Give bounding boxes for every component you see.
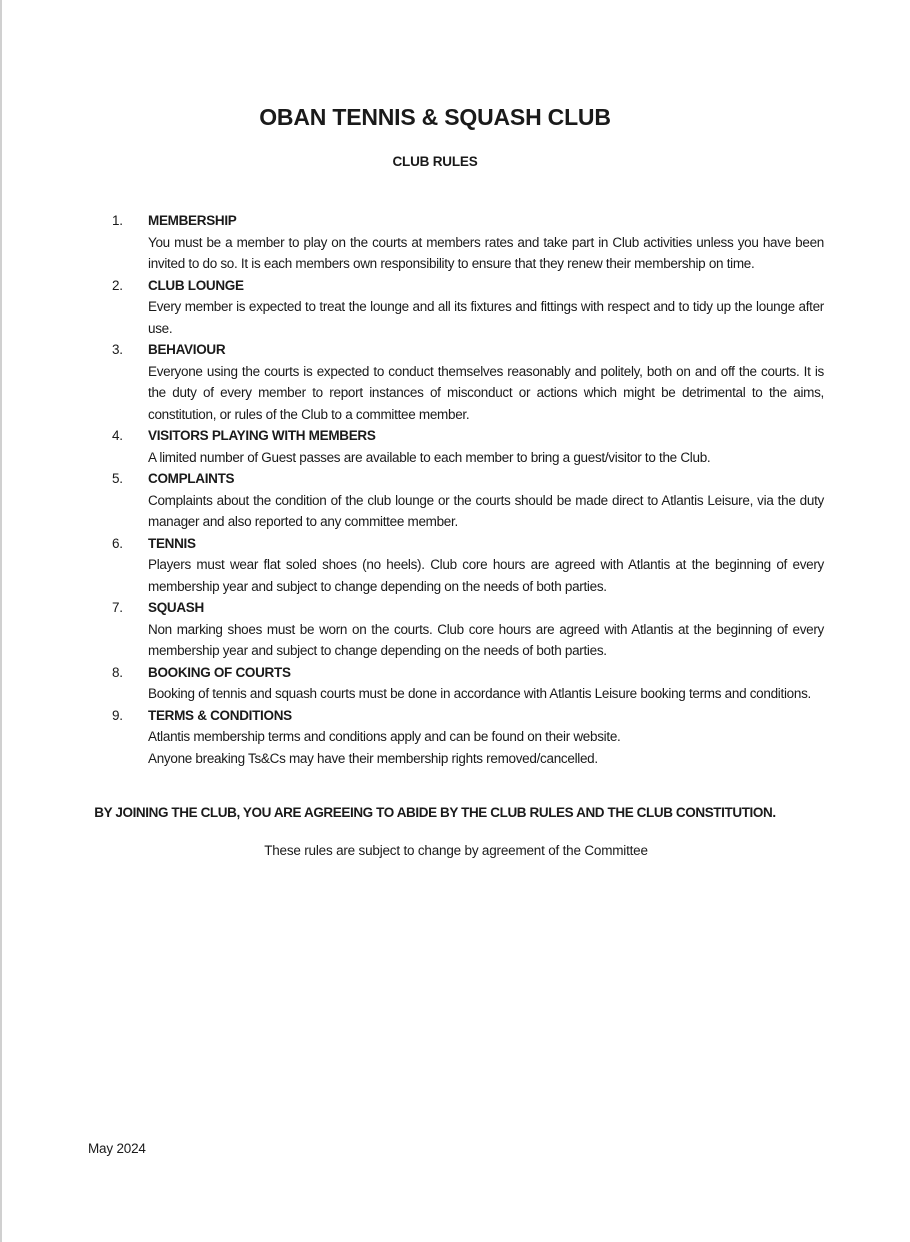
rule-paragraph: Booking of tennis and squash courts must be done in accordance with Atlantis Leisure booking terms and conditions. (148, 686, 811, 701)
rule-body (148, 597, 824, 662)
rule-paragraph: Every member is expected to treat the lounge and all its fixtures and fittings with respect and to tidy up the lounge after use. (148, 299, 824, 336)
rule-heading: VISITORS PLAYING WITH MEMBERS (148, 428, 376, 443)
rule-body (148, 662, 824, 705)
rule-number: 6. (112, 535, 123, 551)
rule-heading: TERMS & CONDITIONS (148, 707, 292, 723)
footer-date: May 2024 (88, 1141, 146, 1156)
rule-heading: MEMBERSHIP (148, 213, 237, 228)
rule-body (148, 533, 824, 598)
agreement-statement: BY JOINING THE CLUB, YOU ARE AGREEING TO ABIDE BY THE CLUB RULES AND THE CLUB CONSTITUTION. (94, 805, 776, 820)
rule-body (148, 210, 824, 275)
rule-paragraph: Atlantis membership terms and conditions apply and can be found on their website. (148, 729, 621, 744)
rule-paragraph: Complaints about the condition of the club lounge or the courts should be made direct to Atlantis Leisure, via the duty manager and also reported to any committee member. (148, 492, 824, 529)
rule-heading: SQUASH (148, 600, 204, 615)
rule-heading: CLUB LOUNGE (148, 277, 244, 293)
rule-body (148, 705, 824, 770)
rule-body (148, 425, 824, 468)
rule-item (88, 339, 824, 425)
rule-number: 2. (112, 277, 123, 293)
rule-number: 9. (112, 707, 123, 723)
document-content (88, 0, 824, 861)
rule-number: 3. (112, 342, 123, 357)
rule-number: 1. (112, 213, 123, 228)
rule-body (148, 339, 824, 425)
page-left-edge (0, 0, 2, 1242)
amendment-note: These rules are subject to change by agreement of the Committee (264, 842, 648, 858)
rule-number: 7. (112, 600, 123, 615)
rule-item (88, 533, 824, 598)
rule-paragraph: You must be a member to play on the courts at members rates and take part in Club activities unless you have been invited to do so. It is each members own responsibility to ensure that they renew their membership on time. (148, 234, 824, 271)
rule-item (88, 425, 824, 468)
document-title: OBAN TENNIS & SQUASH CLUB (259, 104, 611, 130)
rule-heading: BEHAVIOUR (148, 342, 226, 357)
rule-paragraph: Anyone breaking Ts&Cs may have their membership rights removed/cancelled. (148, 750, 598, 766)
document-subtitle: CLUB RULES (392, 154, 478, 169)
rule-paragraph: Everyone using the courts is expected to conduct themselves reasonably and politely, both on and off the courts. It is the duty of every member to report instances of misconduct or actions which might be detrimental to the aims, constitution, or rules of the Club to a committee member. (148, 363, 824, 422)
rule-heading: TENNIS (148, 535, 196, 551)
rule-item (88, 705, 824, 770)
rule-item (88, 210, 824, 275)
rule-item (88, 662, 824, 705)
rule-body (148, 275, 824, 340)
rule-item (88, 468, 824, 533)
rules-list (88, 210, 824, 769)
rule-heading: BOOKING OF COURTS (148, 664, 291, 680)
rule-paragraph: Non marking shoes must be worn on the courts. Club core hours are agreed with Atlantis at the beginning of every membership year and subject to change depending on the needs of both parties. (148, 621, 824, 658)
rule-number: 5. (112, 471, 123, 486)
rule-number: 8. (112, 664, 123, 680)
rule-item (88, 275, 824, 340)
rule-body (148, 468, 824, 533)
rule-number: 4. (112, 428, 123, 443)
rule-heading: COMPLAINTS (148, 471, 235, 486)
rule-item (88, 597, 824, 662)
rule-paragraph: Players must wear flat soled shoes (no heels). Club core hours are agreed with Atlantis at the beginning of every membership year and subject to change depending on the needs of both parties. (148, 557, 824, 594)
rule-paragraph: A limited number of Guest passes are available to each member to bring a guest/visitor to the Club. (148, 449, 711, 465)
